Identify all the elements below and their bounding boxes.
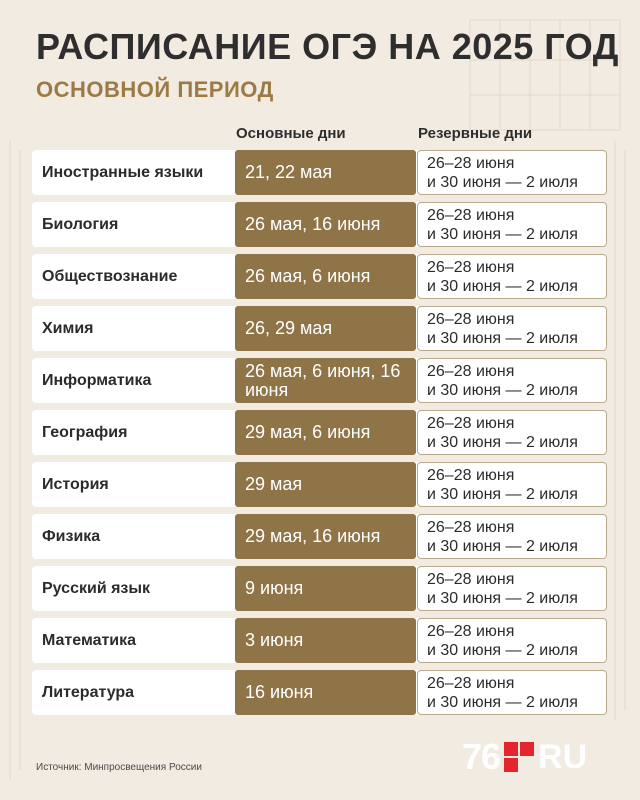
main-days-cell: 26, 29 мая bbox=[235, 306, 416, 351]
reserve-line-1: 26–28 июня bbox=[427, 259, 515, 276]
reserve-line-2: и 30 июня — 2 июля bbox=[427, 330, 578, 347]
reserve-days-cell bbox=[417, 462, 607, 507]
reserve-days-cell bbox=[417, 410, 607, 455]
schedule-row bbox=[32, 462, 607, 507]
reserve-line-2: и 30 июня — 2 июля bbox=[427, 382, 578, 399]
schedule-row bbox=[32, 618, 607, 663]
reserve-line-1: 26–28 июня bbox=[427, 415, 515, 432]
schedule-row bbox=[32, 150, 607, 195]
subject-name: Физика bbox=[42, 528, 101, 545]
main-days-cell: 16 июня bbox=[235, 670, 416, 715]
reserve-days-cell bbox=[417, 150, 607, 195]
reserve-days-cell bbox=[417, 514, 607, 559]
reserve-days-cell bbox=[417, 670, 607, 715]
reserve-line-2: и 30 июня — 2 июля bbox=[427, 694, 578, 711]
reserve-line-2: и 30 июня — 2 июля bbox=[427, 538, 578, 555]
column-header-main-days: Основные дни bbox=[236, 125, 346, 142]
reserve-line-2: и 30 июня — 2 июля bbox=[427, 278, 578, 295]
reserve-days-cell bbox=[417, 202, 607, 247]
logo-domain: RU bbox=[538, 737, 588, 776]
main-days-cell: 29 мая, 6 июня bbox=[235, 410, 416, 455]
reserve-line-2: и 30 июня — 2 июля bbox=[427, 590, 578, 607]
subject-name: Литература bbox=[42, 684, 135, 701]
subject-name: Математика bbox=[42, 632, 137, 649]
reserve-line-1: 26–28 июня bbox=[427, 467, 515, 484]
reserve-days-cell bbox=[417, 254, 607, 299]
reserve-line-1: 26–28 июня bbox=[427, 519, 515, 536]
subject-name: История bbox=[42, 476, 109, 493]
schedule-row bbox=[32, 202, 607, 247]
reserve-line-1: 26–28 июня bbox=[427, 623, 515, 640]
reserve-line-2: и 30 июня — 2 июля bbox=[427, 174, 578, 191]
schedule-row bbox=[32, 566, 607, 611]
schedule-row bbox=[32, 254, 607, 299]
main-days-cell: 29 мая bbox=[235, 462, 416, 507]
main-days-cell: 21, 22 мая bbox=[235, 150, 416, 195]
page-subtitle: ОСНОВНОЙ ПЕРИОД bbox=[36, 77, 274, 102]
schedule-row bbox=[32, 306, 607, 351]
schedule-row bbox=[32, 670, 607, 715]
subject-name: География bbox=[42, 424, 128, 441]
site-logo bbox=[462, 737, 587, 777]
subject-name: Информатика bbox=[42, 372, 152, 389]
subject-name: Иностранные языки bbox=[42, 164, 204, 181]
main-days-cell: 26 мая, 6 июня bbox=[235, 254, 416, 299]
reserve-line-1: 26–28 июня bbox=[427, 207, 515, 224]
subject-name: Биология bbox=[42, 216, 119, 233]
subject-name: Химия bbox=[42, 320, 94, 337]
logo-number: 76 bbox=[462, 736, 501, 777]
reserve-line-2: и 30 июня — 2 июля bbox=[427, 226, 578, 243]
main-days-cell: 29 мая, 16 июня bbox=[235, 514, 416, 559]
schedule-row bbox=[32, 358, 607, 403]
reserve-line-1: 26–28 июня bbox=[427, 571, 515, 588]
reserve-line-2: и 30 июня — 2 июля bbox=[427, 642, 578, 659]
reserve-days-cell bbox=[417, 306, 607, 351]
schedule-row bbox=[32, 514, 607, 559]
reserve-line-1: 26–28 июня bbox=[427, 311, 515, 328]
main-days-cell: 26 мая, 6 июня, 16 июня bbox=[235, 358, 416, 403]
reserve-line-2: и 30 июня — 2 июля bbox=[427, 434, 578, 451]
page-title: РАСПИСАНИЕ ОГЭ НА 2025 ГОД bbox=[36, 26, 619, 67]
subject-name: Русский язык bbox=[42, 580, 151, 597]
logo-red-square-icon bbox=[504, 742, 534, 772]
reserve-line-1: 26–28 июня bbox=[427, 155, 515, 172]
reserve-days-cell bbox=[417, 566, 607, 611]
subject-name: Обществознание bbox=[42, 268, 178, 285]
main-days-cell: 9 июня bbox=[235, 566, 416, 611]
reserve-line-1: 26–28 июня bbox=[427, 675, 515, 692]
reserve-line-2: и 30 июня — 2 июля bbox=[427, 486, 578, 503]
main-days-cell: 3 июня bbox=[235, 618, 416, 663]
column-header-reserve-days: Резервные дни bbox=[418, 125, 533, 142]
main-days-cell: 26 мая, 16 июня bbox=[235, 202, 416, 247]
reserve-line-1: 26–28 июня bbox=[427, 363, 515, 380]
reserve-days-cell bbox=[417, 618, 607, 663]
source-note: Источник: Минпросвещения России bbox=[36, 762, 202, 773]
reserve-days-cell bbox=[417, 358, 607, 403]
schedule-row bbox=[32, 410, 607, 455]
